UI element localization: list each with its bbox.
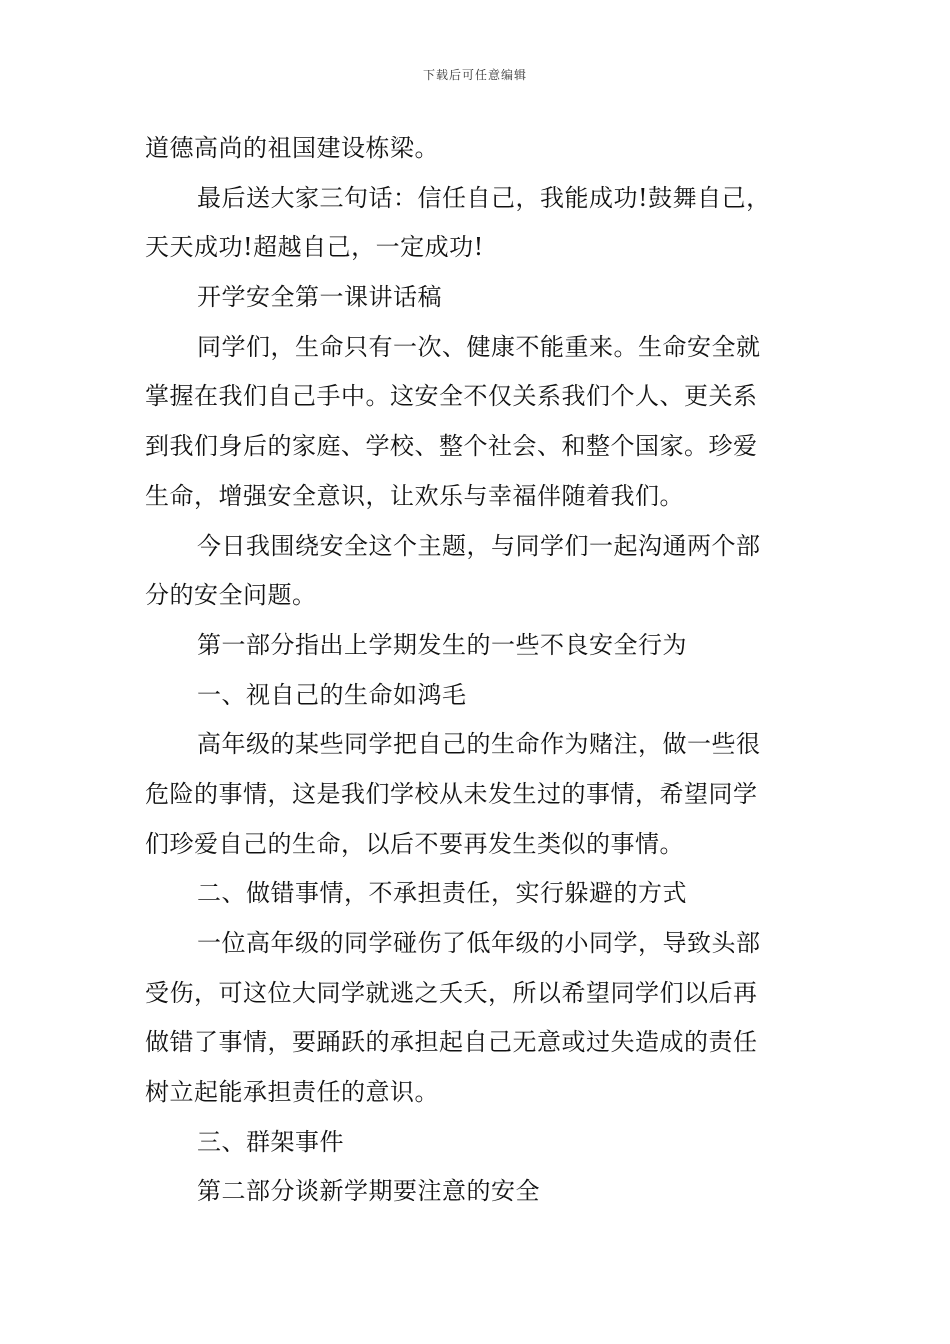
- text-line: 危险的事情，这是我们学校从未发生过的事情，希望同学: [145, 779, 758, 808]
- text-line: 道德高尚的祖国建设栋梁。: [145, 134, 439, 162]
- text-line: 掌握在我们自己手中。这安全不仅关系我们个人、更关系: [145, 382, 758, 411]
- text-line: 们珍爱自己的生命，以后不要再发生类似的事情。: [145, 829, 684, 858]
- text-line: 受伤，可这位大同学就逃之夭夭，所以希望同学们以后再: [145, 978, 758, 1007]
- subsection-heading: 三、群架事件: [197, 1127, 344, 1156]
- text-line: 天天成功!超越自己，一定成功!: [145, 233, 484, 262]
- text-line: 做错了事情，要踊跃的承担起自己无意或过失造成的责任: [145, 1028, 758, 1057]
- subsection-heading: 一、视自己的生命如鸿毛: [197, 680, 467, 709]
- section-heading: 开学安全第一课讲话稿: [197, 283, 442, 312]
- text-line: 到我们身后的家庭、学校、整个社会、和整个国家。珍爱: [145, 432, 758, 461]
- text-line: 最后送大家三句话：信任自己，我能成功!鼓舞自己，: [197, 183, 771, 212]
- text-line: 今日我围绕安全这个主题，与同学们一起沟通两个部: [197, 531, 761, 560]
- section-heading: 第二部分谈新学期要注意的安全: [197, 1177, 540, 1206]
- text-line: 生命，增强安全意识，让欢乐与幸福伴随着我们。: [145, 481, 684, 510]
- subsection-heading: 二、做错事情，不承担责任，实行躲避的方式: [197, 879, 687, 908]
- text-line: 一位高年级的同学碰伤了低年级的小同学，导致头部: [197, 929, 761, 957]
- text-line: 同学们，生命只有一次、健康不能重来。生命安全就: [197, 332, 761, 361]
- document-body: [145, 124, 807, 1217]
- section-heading: 第一部分指出上学期发生的一些不良安全行为: [197, 630, 687, 659]
- page-header: 下载后可任意编辑: [422, 68, 527, 82]
- text-line: 分的安全问题。: [145, 581, 317, 610]
- text-line: 树立起能承担责任的意识。: [145, 1078, 439, 1107]
- text-line: 高年级的某些同学把自己的生命作为赌注，做一些很: [197, 730, 761, 759]
